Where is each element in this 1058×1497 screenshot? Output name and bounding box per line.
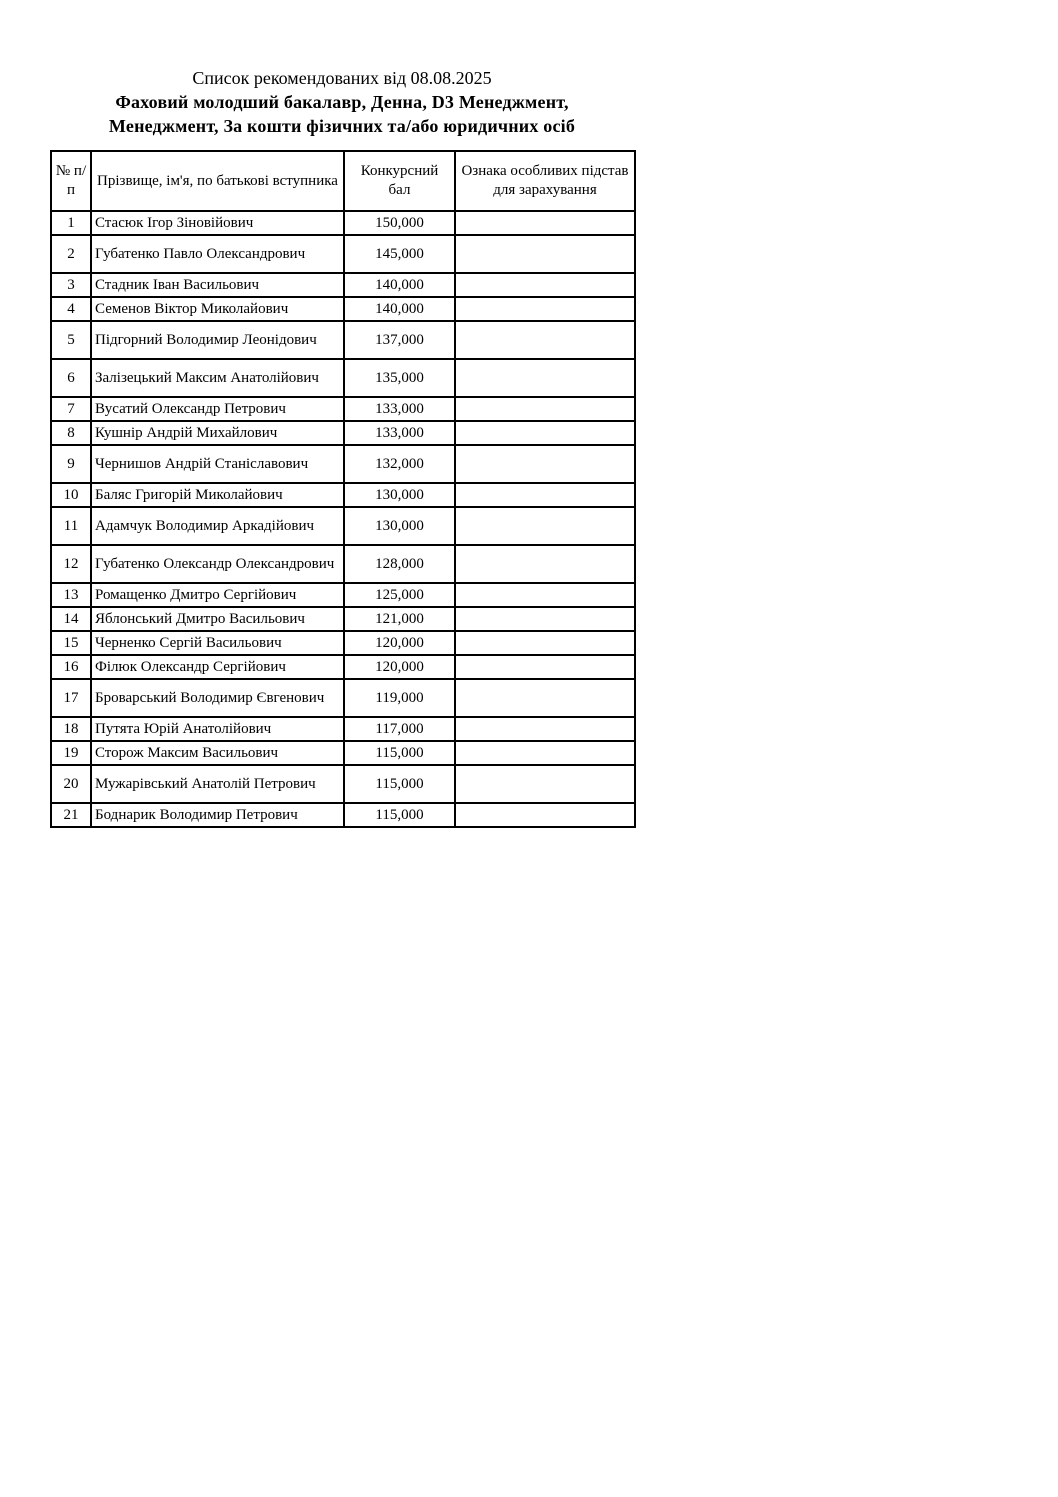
applicant-name: Стасюк Ігор Зіновійович — [91, 211, 344, 235]
row-number: 6 — [51, 359, 91, 397]
header-basis: Ознака особливих підстав для зарахування — [455, 151, 635, 211]
special-basis — [455, 397, 635, 421]
competitive-score: 125,000 — [344, 583, 455, 607]
competitive-score: 150,000 — [344, 211, 455, 235]
special-basis — [455, 545, 635, 583]
row-number: 3 — [51, 273, 91, 297]
competitive-score: 133,000 — [344, 397, 455, 421]
applicant-name: Підгорний Володимир Леонідович — [91, 321, 344, 359]
recommended-list-table — [50, 150, 636, 828]
special-basis — [455, 741, 635, 765]
special-basis — [455, 421, 635, 445]
row-number: 12 — [51, 545, 91, 583]
competitive-score: 140,000 — [344, 297, 455, 321]
special-basis — [455, 273, 635, 297]
header-name: Прізвище, ім'я, по батькові вступника — [91, 151, 344, 211]
special-basis — [455, 321, 635, 359]
row-number: 21 — [51, 803, 91, 827]
table-row — [51, 297, 635, 321]
table-header-row — [51, 151, 635, 211]
competitive-score: 117,000 — [344, 717, 455, 741]
applicant-name: Філюк Олександр Сергійович — [91, 655, 344, 679]
applicant-name: Чернишов Андрій Станіславович — [91, 445, 344, 483]
row-number: 2 — [51, 235, 91, 273]
table-row — [51, 607, 635, 631]
special-basis — [455, 583, 635, 607]
competitive-score: 130,000 — [344, 507, 455, 545]
row-number: 18 — [51, 717, 91, 741]
row-number: 17 — [51, 679, 91, 717]
special-basis — [455, 803, 635, 827]
competitive-score: 121,000 — [344, 607, 455, 631]
applicant-name: Стадник Іван Васильович — [91, 273, 344, 297]
table-row — [51, 421, 635, 445]
table-row — [51, 235, 635, 273]
table-row — [51, 483, 635, 507]
row-number: 9 — [51, 445, 91, 483]
table-row — [51, 273, 635, 297]
applicant-name: Яблонський Дмитро Васильович — [91, 607, 344, 631]
row-number: 16 — [51, 655, 91, 679]
applicant-name: Мужарівський Анатолій Петрович — [91, 765, 344, 803]
special-basis — [455, 359, 635, 397]
special-basis — [455, 507, 635, 545]
table-row — [51, 321, 635, 359]
table-row — [51, 679, 635, 717]
applicant-name: Сторож Максим Васильович — [91, 741, 344, 765]
competitive-score: 133,000 — [344, 421, 455, 445]
row-number: 4 — [51, 297, 91, 321]
special-basis — [455, 717, 635, 741]
table-row — [51, 211, 635, 235]
special-basis — [455, 607, 635, 631]
table-row — [51, 655, 635, 679]
program-title-line-2: Менеджмент, За кошти фізичних та/або юридичних осіб — [108, 116, 576, 136]
special-basis — [455, 631, 635, 655]
applicant-name: Залізецький Максим Анатолійович — [91, 359, 344, 397]
table-row — [51, 583, 635, 607]
competitive-score: 135,000 — [344, 359, 455, 397]
applicant-name: Броварський Володимир Євгенович — [91, 679, 344, 717]
table-row — [51, 359, 635, 397]
special-basis — [455, 297, 635, 321]
competitive-score: 115,000 — [344, 803, 455, 827]
competitive-score: 120,000 — [344, 631, 455, 655]
competitive-score: 115,000 — [344, 765, 455, 803]
competitive-score: 120,000 — [344, 655, 455, 679]
row-number: 14 — [51, 607, 91, 631]
table-row — [51, 507, 635, 545]
table-row — [51, 803, 635, 827]
applicant-name: Боднарик Володимир Петрович — [91, 803, 344, 827]
header-score: Конкурсний бал — [344, 151, 455, 211]
applicant-name: Губатенко Олександр Олександрович — [91, 545, 344, 583]
applicant-name: Семенов Віктор Миколайович — [91, 297, 344, 321]
row-number: 7 — [51, 397, 91, 421]
applicant-name: Ромащенко Дмитро Сергійович — [91, 583, 344, 607]
competitive-score: 145,000 — [344, 235, 455, 273]
special-basis — [455, 655, 635, 679]
row-number: 8 — [51, 421, 91, 445]
row-number: 19 — [51, 741, 91, 765]
special-basis — [455, 445, 635, 483]
applicant-name: Вусатий Олександр Петрович — [91, 397, 344, 421]
competitive-score: 119,000 — [344, 679, 455, 717]
competitive-score: 132,000 — [344, 445, 455, 483]
applicant-name: Черненко Сергій Васильович — [91, 631, 344, 655]
table-row — [51, 717, 635, 741]
table-body — [51, 211, 635, 827]
title-block — [50, 66, 634, 138]
row-number: 11 — [51, 507, 91, 545]
program-title-line-1: Фаховий молодший бакалавр, Денна, D3 Менеджмент, — [115, 92, 569, 112]
table-row — [51, 545, 635, 583]
row-number: 15 — [51, 631, 91, 655]
special-basis — [455, 483, 635, 507]
competitive-score: 130,000 — [344, 483, 455, 507]
special-basis — [455, 211, 635, 235]
applicant-name: Кушнір Андрій Михайлович — [91, 421, 344, 445]
special-basis — [455, 235, 635, 273]
row-number: 1 — [51, 211, 91, 235]
competitive-score: 140,000 — [344, 273, 455, 297]
row-number: 20 — [51, 765, 91, 803]
applicant-name: Губатенко Павло Олександрович — [91, 235, 344, 273]
competitive-score: 115,000 — [344, 741, 455, 765]
header-num: № п/п — [51, 151, 91, 211]
applicant-name: Адамчук Володимир Аркадійович — [91, 507, 344, 545]
row-number: 13 — [51, 583, 91, 607]
competitive-score: 137,000 — [344, 321, 455, 359]
row-number: 5 — [51, 321, 91, 359]
table-row — [51, 741, 635, 765]
applicant-name: Путята Юрій Анатолійович — [91, 717, 344, 741]
list-title: Список рекомендованих від 08.08.2025 — [192, 68, 492, 88]
table-row — [51, 765, 635, 803]
special-basis — [455, 679, 635, 717]
table-row — [51, 397, 635, 421]
table-row — [51, 445, 635, 483]
row-number: 10 — [51, 483, 91, 507]
competitive-score: 128,000 — [344, 545, 455, 583]
special-basis — [455, 765, 635, 803]
applicant-name: Баляс Григорій Миколайович — [91, 483, 344, 507]
table-row — [51, 631, 635, 655]
